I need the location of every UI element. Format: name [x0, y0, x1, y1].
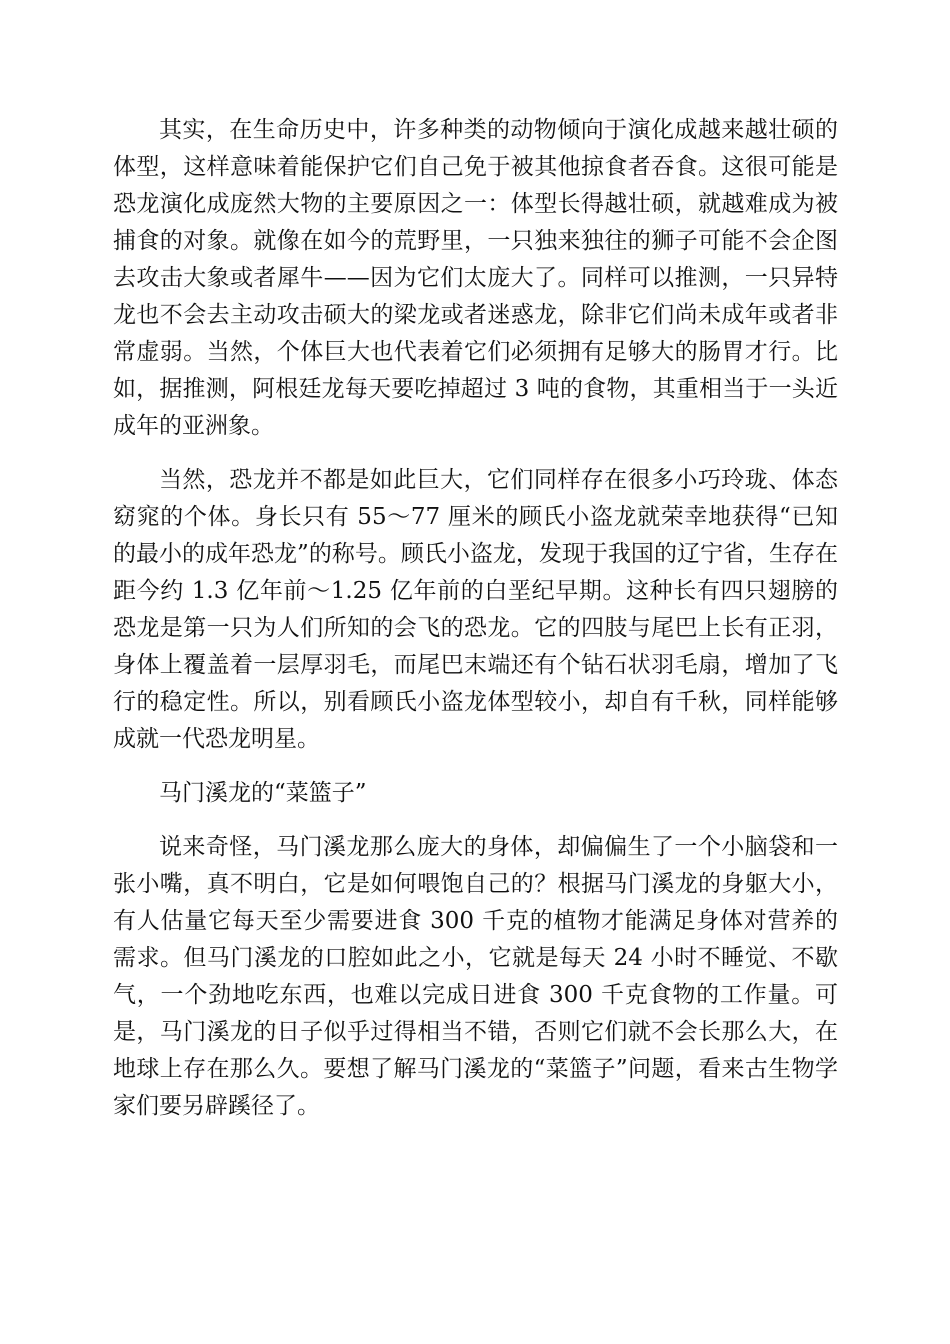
section-heading: 马门溪龙的“菜篮子”	[159, 780, 367, 806]
paragraph-microraptor: 当然，恐龙并不都是如此巨大，它们同样存在很多小巧玲珑、体态窈窕的个体。身长只有 55～77 厘米的顾氏小盗龙就荣幸地获得“已知的最小的成年恐龙”的称号。顾氏小盗龙，发现于我国的辽宁省，生存在距今约 1.3 亿年前～1.25 亿年前的白垩纪早期。这种长有四只翅膀的恐龙是第一只为人们所知的会飞的恐龙。它的四肢与尾巴上长有正羽，身体上覆盖着一层厚羽毛，而尾巴末端还有个钻石状羽毛扇，增加了飞行的稳定性。所以，别看顾氏小盗龙体型较小，却自有千秋，同样能够成就一代恐龙明星。	[113, 467, 838, 752]
paragraph-dinosaur-size: 其实，在生命历史中，许多种类的动物倾向于演化成越来越壮硕的体型，这样意味着能保护它们自己免于被其他掠食者吞食。这很可能是恐龙演化成庞然大物的主要原因之一：体型长得越壮硕，就越难成为被捕食的对象。就像在如今的荒野里，一只独来独往的狮子可能不会企图去攻击大象或者犀牛——因为它们太庞大了。同样可以推测，一只异特龙也不会去主动攻击硕大的梁龙或者迷惑龙，除非它们尚未成年或者非常虚弱。当然，个体巨大也代表着它们必须拥有足够大的肠胃才行。比如，据推测，阿根廷龙每天要吃掉超过 3 吨的食物，其重相当于一头近成年的亚洲象。	[113, 117, 838, 439]
paragraph-mamenchisaurus: 说来奇怪，马门溪龙那么庞大的身体，却偏偏生了一个小脑袋和一张小嘴，真不明白，它是如何喂饱自己的？根据马门溪龙的身躯大小，有人估量它每天至少需要进食 300 千克的植物才能满足身体对营养的需求。但马门溪龙的口腔如此之小，它就是每天 24 小时不睡觉、不歇气，一个劲地吃东西，也难以完成日进食 300 千克食物的工作量。可是，马门溪龙的日子似乎过得相当不错，否则它们就不会长那么大，在地球上存在那么久。要想了解马门溪龙的“菜篮子”问题，看来古生物学家们要另辟蹊径了。	[113, 834, 838, 1119]
document-page	[113, 112, 838, 1142]
